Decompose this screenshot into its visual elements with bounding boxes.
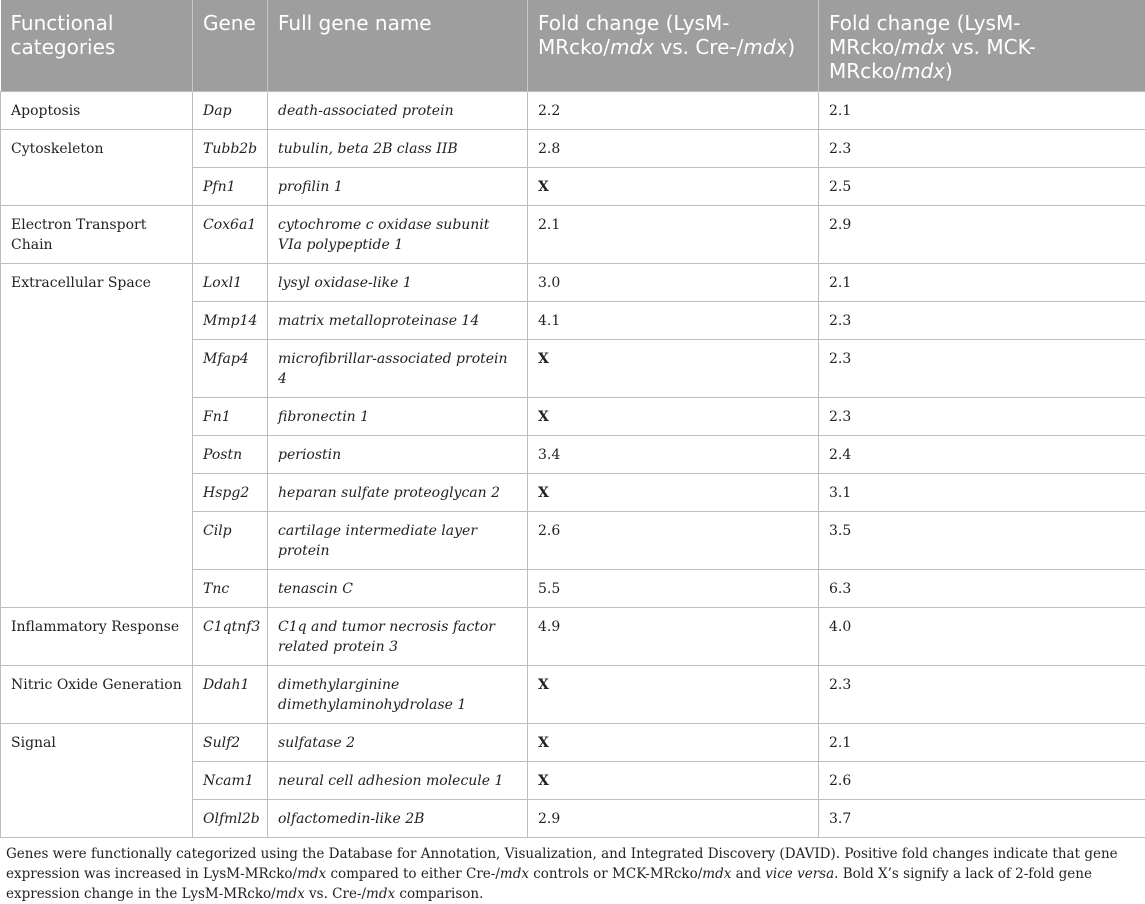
fold-change-mck-cell: 2.3 (819, 666, 1145, 724)
category-cell: Nitric Oxide Generation (1, 666, 193, 724)
fold-change-mck-cell: 2.9 (819, 206, 1145, 264)
gene-cell: Ddah1 (193, 666, 268, 724)
fold-change-mck-cell: 2.4 (819, 436, 1145, 474)
fold-change-mck-cell: 2.1 (819, 724, 1145, 762)
gene-cell: Dap (193, 92, 268, 130)
fold-change-cre-cell: 2.6 (528, 512, 819, 570)
fold-change-mck-cell: 3.5 (819, 512, 1145, 570)
fold-change-cre-cell: 4.9 (528, 608, 819, 666)
gene-cell: Hspg2 (193, 474, 268, 512)
fold-change-mck-cell: 2.5 (819, 168, 1145, 206)
fold-change-mck-cell: 4.0 (819, 608, 1145, 666)
fold-change-cre-cell: 5.5 (528, 570, 819, 608)
category-cell: Signal (1, 724, 193, 838)
fold-change-mck-cell: 3.1 (819, 474, 1145, 512)
fold-change-mck-cell: 3.7 (819, 800, 1145, 838)
full-name-cell: microfibrillar-associated protein 4 (268, 340, 528, 398)
fold-change-mck-cell: 2.1 (819, 264, 1145, 302)
gene-cell: Mmp14 (193, 302, 268, 340)
fold-change-cre-cell: 2.8 (528, 130, 819, 168)
fold-change-mck-cell: 2.3 (819, 340, 1145, 398)
full-name-cell: matrix metalloproteinase 14 (268, 302, 528, 340)
table-row (1, 206, 1145, 264)
header-full-gene-name: Full gene name (268, 0, 528, 92)
table-row (1, 608, 1145, 666)
fold-change-mck-cell: 6.3 (819, 570, 1145, 608)
gene-cell: Postn (193, 436, 268, 474)
table-row (1, 92, 1145, 130)
table-row (1, 130, 1145, 168)
gene-cell: Tnc (193, 570, 268, 608)
full-name-cell: cartilage intermediate layer protein (268, 512, 528, 570)
gene-cell: Mfap4 (193, 340, 268, 398)
full-name-cell: death-associated protein (268, 92, 528, 130)
fold-change-cre-cell: X (528, 474, 819, 512)
gene-cell: Cox6a1 (193, 206, 268, 264)
table-footnote: Genes were functionally categorized using the Database for Annotation, Visualization, and Integrated Discovery (DAVID). Positive fold changes indicate that gene expression was increased in LysM-MRcko/mdx compared to either Cre-/mdx controls or MCK-MRcko/mdx and vice versa. Bold X’s signify a lack of 2-fold gene expression change in the LysM-MRcko/mdx vs. Cre-/mdx comparison. (0, 838, 1145, 904)
full-name-cell: profilin 1 (268, 168, 528, 206)
header-gene: Gene (193, 0, 268, 92)
table-row (1, 666, 1145, 724)
gene-cell: C1qtnf3 (193, 608, 268, 666)
fold-change-cre-cell: 4.1 (528, 302, 819, 340)
fold-change-cre-cell: X (528, 724, 819, 762)
full-name-cell: periostin (268, 436, 528, 474)
fold-change-mck-cell: 2.3 (819, 398, 1145, 436)
fold-change-cre-cell: 3.4 (528, 436, 819, 474)
full-name-cell: tubulin, beta 2B class IIB (268, 130, 528, 168)
full-name-cell: dimethylarginine dimethylaminohydrolase 1 (268, 666, 528, 724)
gene-cell: Tubb2b (193, 130, 268, 168)
fold-change-cre-cell: X (528, 340, 819, 398)
header-row (1, 0, 1145, 92)
header-functional-categories: Functional categories (1, 0, 193, 92)
fold-change-mck-cell: 2.1 (819, 92, 1145, 130)
category-cell: Apoptosis (1, 92, 193, 130)
fold-change-mck-cell: 2.3 (819, 130, 1145, 168)
gene-cell: Cilp (193, 512, 268, 570)
full-name-cell: sulfatase 2 (268, 724, 528, 762)
fold-change-cre-cell: 2.2 (528, 92, 819, 130)
fold-change-cre-cell: X (528, 666, 819, 724)
full-name-cell: olfactomedin-like 2B (268, 800, 528, 838)
category-cell: Electron Transport Chain (1, 206, 193, 264)
full-name-cell: cytochrome c oxidase subunit VIa polypeptide 1 (268, 206, 528, 264)
full-name-cell: neural cell adhesion molecule 1 (268, 762, 528, 800)
gene-cell: Sulf2 (193, 724, 268, 762)
full-name-cell: C1q and tumor necrosis factor related protein 3 (268, 608, 528, 666)
gene-cell: Ncam1 (193, 762, 268, 800)
table-row (1, 264, 1145, 302)
category-cell: Inflammatory Response (1, 608, 193, 666)
full-name-cell: tenascin C (268, 570, 528, 608)
fold-change-cre-cell: X (528, 398, 819, 436)
gene-cell: Olfml2b (193, 800, 268, 838)
full-name-cell: heparan sulfate proteoglycan 2 (268, 474, 528, 512)
category-cell: Cytoskeleton (1, 130, 193, 206)
gene-cell: Pfn1 (193, 168, 268, 206)
gene-cell: Loxl1 (193, 264, 268, 302)
gene-cell: Fn1 (193, 398, 268, 436)
fold-change-cre-cell: X (528, 762, 819, 800)
full-name-cell: lysyl oxidase-like 1 (268, 264, 528, 302)
fold-change-cre-cell: 2.9 (528, 800, 819, 838)
fold-change-cre-cell: X (528, 168, 819, 206)
fold-change-mck-cell: 2.3 (819, 302, 1145, 340)
fold-change-cre-cell: 3.0 (528, 264, 819, 302)
fold-change-cre-cell: 2.1 (528, 206, 819, 264)
fold-change-mck-cell: 2.6 (819, 762, 1145, 800)
header-fold-change-mck: Fold change (LysM-MRcko/mdx vs. MCK-MRcko/mdx) (819, 0, 1145, 92)
table-row (1, 724, 1145, 762)
header-fold-change-cre: Fold change (LysM-MRcko/mdx vs. Cre-/mdx) (528, 0, 819, 92)
full-name-cell: fibronectin 1 (268, 398, 528, 436)
category-cell: Extracellular Space (1, 264, 193, 608)
